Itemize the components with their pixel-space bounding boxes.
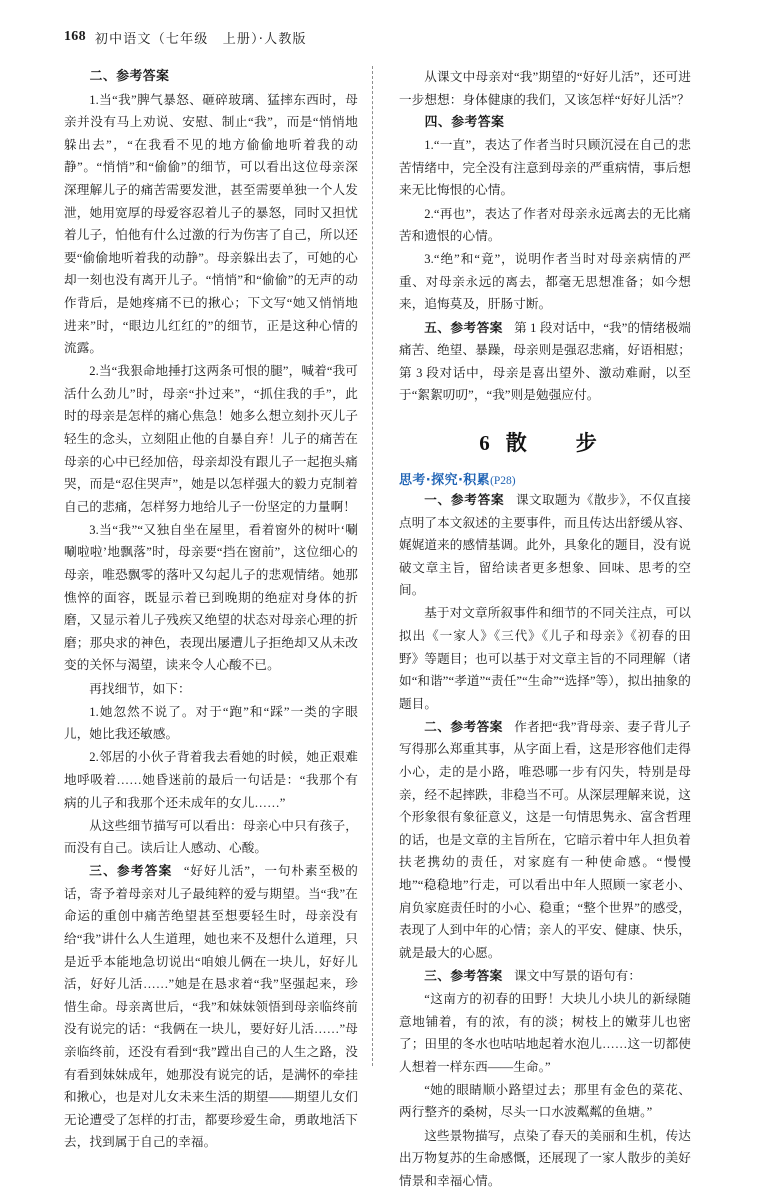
answer-paragraph: 3.当“我”“又独自坐在屋里，看着窗外的树叶‘唰唰啦啦’地飘落”时，母亲要“挡在窗前”，这位细心的母亲，唯恐飘零的落叶又勾起儿子的悲观情绪。她那憔悴的面容，既显示着已到晚期的绝症对身体的折磨，又显示着儿子残疾又绝望的状态对母亲心理的折磨；那央求的神色，表现出屡遭儿子拒绝却又从未改变的关怀与渴望，读来令人心酸不已。 [64,522,358,673]
answer-paragraph: 这些景物描写，点染了春天的美丽和生机，传达出万物复苏的生命感慨，还展现了一家人散步的美好情景和幸福心情。 [399,1128,691,1188]
answer-paragraph: 1.“一直”，表达了作者当时只顾沉浸在自己的悲苦情绪中，完全没有注意到母亲的严重病情，事后想来无比悔恨的心情。 [399,138,691,198]
answer-paragraph: “这南方的初春的田野！大块儿小块儿的新绿随意地铺着，有的浓，有的淡；树枝上的嫩芽儿也密了；田里的冬水也咕咕地起着水泡儿……这一切都使人想着一样东西——生命。” [399,991,691,1074]
right-column-blocks-top [399,66,691,407]
answer-paragraph [399,716,691,965]
answer-paragraph-text: 第 1 段对话中，“我”的情绪极端痛苦、绝望、暴躁，母亲则是强忍悲痛，好语相慰；第 3 段对话中，母亲是喜出望外、激动难耐，以至于“絮絮叨叨”，“我”则是勉强应付。 [399,320,691,403]
answer-paragraph [399,317,691,407]
answer-lead-label: 五、参考答案 [424,319,503,335]
answer-paragraph: 1.她忽然不说了。对于“跑”和“踩”一类的字眼儿，她比我还敏感。 [64,704,358,742]
answer-section-heading: 二、参考答案 [89,69,170,84]
answer-paragraph [64,860,358,1154]
lesson-name: 散 步 [505,430,611,455]
answer-paragraph-text: “好好儿活”，一句朴素至极的话，寄予着母亲对儿子最纯粹的爱与期望。当“我”在命运的重创中痛苦绝望甚至想要轻生时，母亲没有给“我”讲什么人生道理，她也来不及想什么道理，只是近乎本能地急切说出“咱娘儿俩在一块儿，好好儿活，好好儿活……”她是在恳求着“我”坚强起来，珍惜生命。母亲离世后，“我”和妹妹领悟到母亲临终前没有说完的话：“我俩在一块儿，要好好儿活……”母亲临终前，还没有看到“我”蹚出自己的人生之路，没有看到妹妹成年，她那没有说完的话，是满怀的牵挂和揪心，也是对儿女未来生活的期望——期望儿女们无论遭受了怎样的打击，都要珍爱生命，勇敢地活下去，找到属于自己的幸福。 [64,864,358,1150]
answer-paragraph: 从这些细节描写可以看出：母亲心中只有孩子，而没有自己。读后让人感动、心酸。 [64,818,358,856]
answer-paragraph: 2.邻居的小伙子背着我去看她的时候，她正艰难地呼吸着……她昏迷前的最后一句话是：“我那个有病的儿子和我那个还未成年的女儿……” [64,750,358,810]
answer-paragraph: 基于对文章所叙事件和细节的不同关注点，可以拟出《一家人》《三代》《儿子和母亲》《初春的田野》等题目；也可以基于对文章主旨的不同理解（诸如“和谐”“孝道”“责任”“生命”“选择”等），拟出抽象的题目。 [399,606,691,711]
answer-lead-label: 三、参考答案 [89,863,173,879]
answer-paragraph-text: 课文中写景的语句有： [514,968,642,983]
section-tag [399,469,691,488]
answer-paragraph [399,965,691,988]
right-column-blocks-bottom [399,489,691,1192]
answer-paragraph: 2.当“我狠命地捶打这两条可恨的腿”，喊着“我可活什么劲儿”时，母亲“扑过来”，“抓住我的手”，此时的母亲是怎样的痛心焦急！她多么想立刻扑灭儿子轻生的念头，立刻阻止他的自暴自弃！儿子的痛苦在母亲的心中已经加倍，母亲却没有跟儿子一起抱头痛哭，而是“忍住哭声”，她是以怎样强大的毅力克制着自己的悲痛，怎样努力地给儿子一份坚定的力量啊！ [64,364,358,514]
answer-paragraph: 3.“绝”和“竟”，说明作者当时对母亲病情的严重、对母亲永远的离去，都毫无思想准备；如今想来，追悔莫及，肝肠寸断。 [399,252,691,312]
left-column [64,66,370,1150]
answer-paragraph-text: 课文取题为《散步》，不仅直接点明了本文叙述的主要事件，而且传达出舒缓从容、娓娓道来的感情基调。此外，具象化的题目，没有说破文章主旨，留给读者更多想象、回味、思考的空间。 [399,492,691,598]
section-tag-page-ref: (P28) [490,474,516,487]
answer-paragraph [399,489,691,602]
two-column-body [64,66,700,1188]
section-tag-label: 思考·探究·积累 [399,472,491,488]
lesson-title [399,427,691,457]
answer-paragraph: 2.“再也”，表达了作者对母亲永远离去的无比痛苦和遗恨的心情。 [399,206,691,244]
lesson-number: 6 [479,430,492,455]
answer-lead-label: 一、参考答案 [424,491,505,507]
answer-paragraph: 从课文中母亲对“我”期望的“好好儿活”，还可进一步想想：身体健康的我们，又该怎样“好好儿活”？ [399,70,691,107]
answer-lead-label: 三、参考答案 [424,967,503,983]
header-title: 初中语文（七年级 上册）·人教版 [94,31,307,47]
left-column-blocks [64,66,358,1154]
right-column [385,66,692,1188]
answer-paragraph: 再找细节，如下： [89,681,191,696]
running-header [64,26,699,48]
page-number: 168 [64,29,86,44]
column-divider [372,66,383,1066]
answer-section-heading: 四、参考答案 [424,114,505,130]
answer-lead-label: 二、参考答案 [424,718,503,734]
answer-paragraph: “她的眼睛顺小路望过去；那里有金色的菜花、两行整齐的桑树，尽头一口水波粼粼的鱼塘。” [399,1082,691,1120]
answer-paragraph-text: 作者把“我”背母亲、妻子背儿子写得那么郑重其事，从字面上看，这是形容他们走得小心，走的是小路，唯恐哪一步有闪失，特别是母亲，经不起摔跌，非稳当不可。从深层理解来说，这个形象很有象征意义，这是一句情思隽永、富含哲理的话，也是文章的主旨所在，它暗示着中年人担负着扶老携幼的责任，对家庭有一种使命感。“慢慢地”“稳稳地”行走，可以看出中年人照顾一家老小、肩负家庭责任时的小心、稳重；“整个世界”的感受，表现了人到中年的心情；亲人的平安、健康、快乐，就是最大的心愿。 [399,719,692,960]
answer-paragraph: 1.当“我”脾气暴怒、砸碎玻璃、猛摔东西时，母亲并没有马上劝说、安慰、制止“我”，而是“悄悄地躲出去”，“在我看不见的地方偷偷地听着我的动静”。“悄悄”和“偷偷”的细节，可以看出这位母亲深深理解儿子的痛苦需要发泄，甚至需要单独一个人发泄，她用宽厚的母爱容忍着儿子的暴怒，同时又担忧着儿子，怕他有什么过激的行为伤害了自己，所以还要“偷偷地听着我的动静”。母亲躲出去了，可她的心却一刻也没有离开儿子。“悄悄”和“偷偷”的无声的动作背后，是她疼痛不已的揪心；下文写“她又悄悄地进来”时，“眼边儿红红的”的细节，正是这种心情的流露。 [64,92,358,356]
